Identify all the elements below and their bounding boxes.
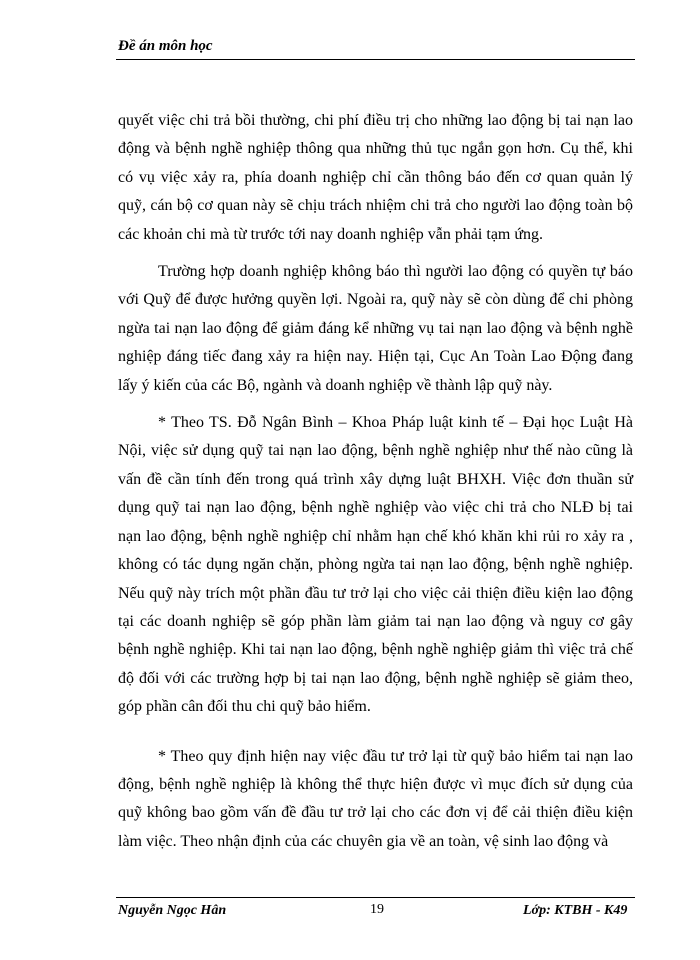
footer-class-label: Lớp: KTBH - K49 xyxy=(523,903,628,918)
header-divider xyxy=(116,59,635,60)
paragraph-spacer xyxy=(118,400,633,409)
paragraph-spacer xyxy=(118,249,633,258)
header-title: Đề án môn học xyxy=(118,38,213,54)
page-number: 19 xyxy=(370,902,384,917)
footer-divider xyxy=(116,897,635,898)
paragraph-1: quyết việc chi trả bồi thường, chi phí điều trị cho những lao động bị tai nạn lao động và bệnh nghề nghiệp thông qua những thủ tục ngắn gọn hơn. Cụ thể, khi có vụ việc xảy ra, phía doanh nghiệp chỉ cần thông báo đến cơ quan quản lý quỹ, cán bộ cơ quan này sẽ chịu trách nhiệm chi trả cho người lao động toàn bộ các khoản chi mà từ trước tới nay doanh nghiệp vẫn phải tạm ứng. xyxy=(118,112,633,243)
document-body xyxy=(118,107,633,856)
footer-author: Nguyễn Ngọc Hân xyxy=(118,903,227,918)
paragraph-spacer xyxy=(118,722,633,743)
paragraph-3: * Theo TS. Đỗ Ngân Bình – Khoa Pháp luật kinh tế – Đại học Luật Hà Nội, việc sử dụng quỹ tai nạn lao động, bệnh nghề nghiệp như thế nào cũng là vấn đề cần tính đến trong quá trình xây dựng luật BHXH. Việc đơn thuần sử dụng quỹ tai nạn lao động, bệnh nghề nghiệp vào việc chi trả cho NLĐ bị tai nạn lao động, bệnh nghề nghiệp chỉ nhằm hạn chế khó khăn khi rủi ro xảy ra , không có tác dụng ngăn chặn, phòng ngừa tai nạn lao động, bệnh nghề nghiệp. Nếu quỹ này trích một phần đầu tư trở lại cho việc cải thiện điều kiện lao động tại các doanh nghiệp sẽ góp phần làm giảm tai nạn lao động và nguy cơ gây bệnh nghề nghiệp. Khi tai nạn lao động, bệnh nghề nghiệp giảm thì việc trả chế độ đối với các trường hợp bị tai nạn lao động, bệnh nghề nghiệp sẽ giảm theo, góp phần cân đối thu chi quỹ bảo hiểm. xyxy=(118,414,633,716)
paragraph-2: Trường hợp doanh nghiệp không báo thì người lao động có quyền tự báo với Quỹ để được hưởng quyền lợi. Ngoài ra, quỹ này sẽ còn dùng để chi phòng ngừa tai nạn lao động để giảm đáng kể những vụ tai nạn lao động và bệnh nghề nghiệp đáng tiếc đang xảy ra hiện nay. Hiện tại, Cục An Toàn Lao Động đang lấy ý kiến của các Bộ, ngành và doanh nghiệp về thành lập quỹ này. xyxy=(118,263,633,394)
paragraph-4: * Theo quy định hiện nay việc đầu tư trở lại từ quỹ bảo hiểm tai nạn lao động, bệnh nghề nghiệp là không thể thực hiện được vì mục đích sử dụng của quỹ không bao gồm vấn đề đầu tư trở lại cho các đơn vị để cải thiện điều kiện làm việc. Theo nhận định của các chuyên gia về an toàn, vệ sinh lao động và xyxy=(118,747,633,850)
